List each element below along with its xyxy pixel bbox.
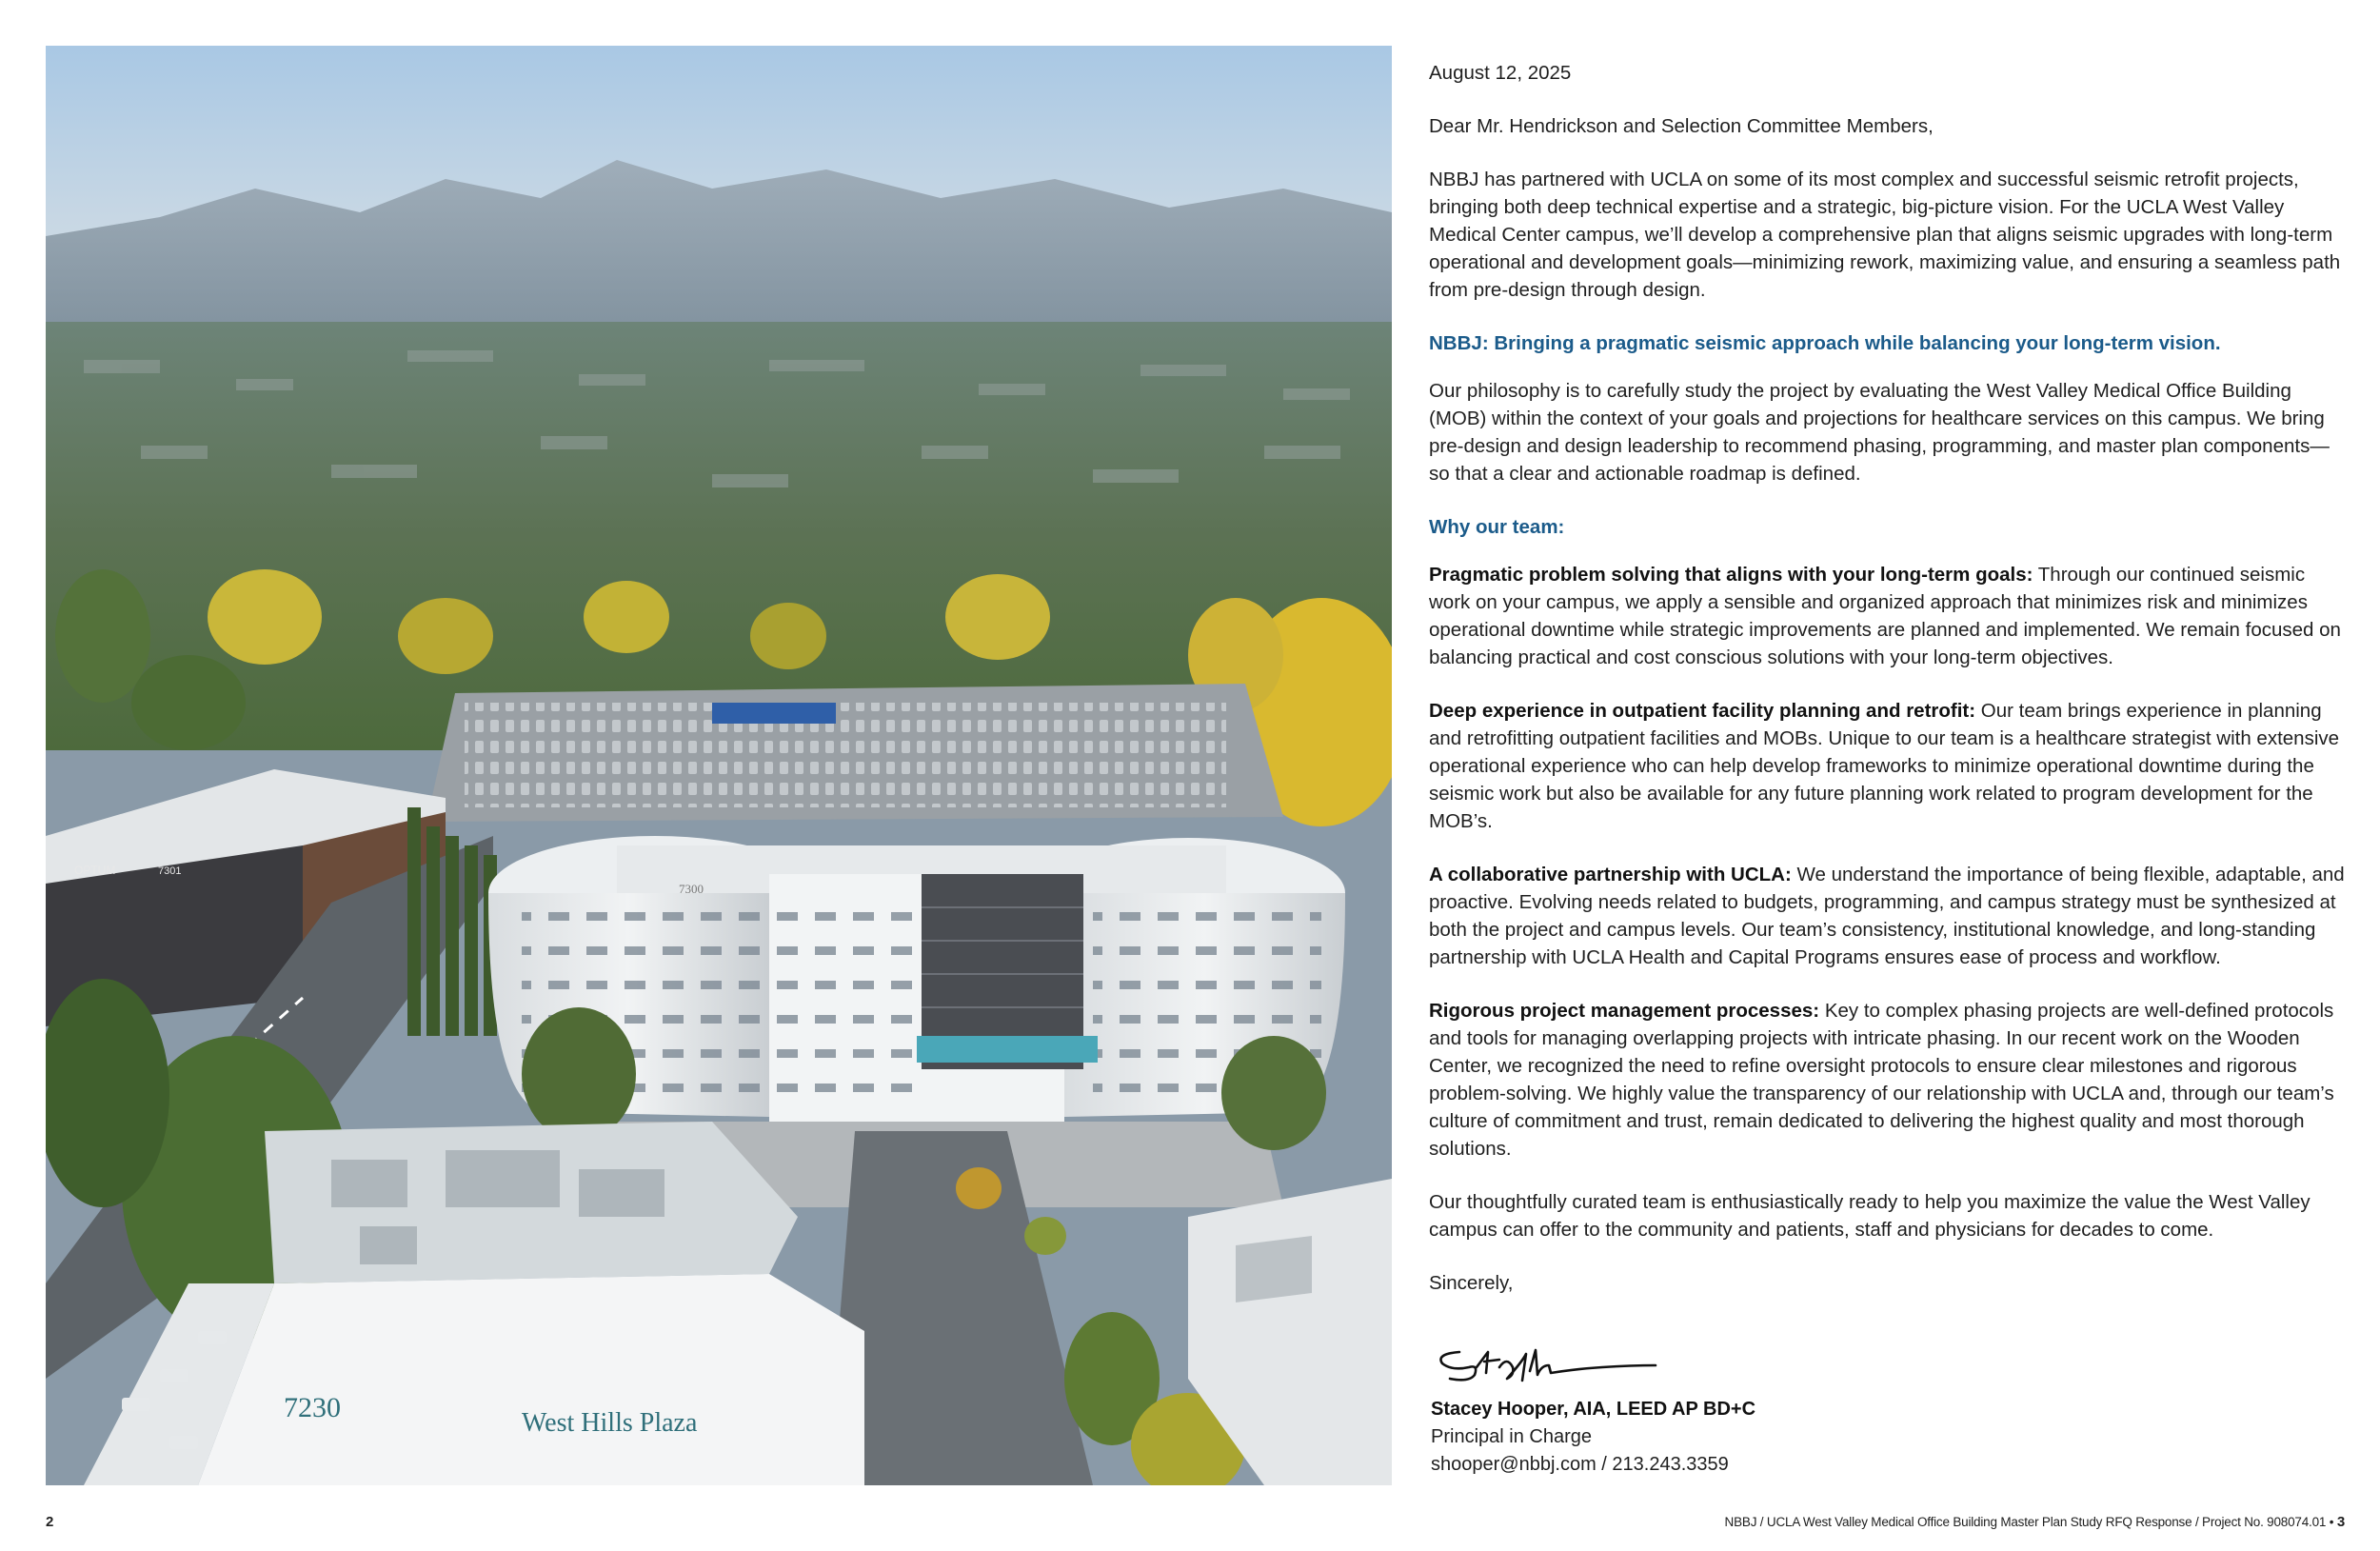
salutation: Dear Mr. Hendrickson and Selection Committee Members, <box>1429 115 1934 137</box>
point-lead: Deep experience in outpatient facility planning and retrofit: <box>1429 700 1976 722</box>
cover-letter <box>1429 59 2345 1322</box>
point-lead: Pragmatic problem solving that aligns with your long-term goals: <box>1429 564 2033 586</box>
headline: NBBJ: Bringing a pragmatic seismic approach while balancing your long-term vision. <box>1429 332 2221 354</box>
point-lead: Rigorous project management processes: <box>1429 1000 1820 1022</box>
left-page-number: 2 <box>46 1514 54 1530</box>
signoff: Sincerely, <box>1429 1272 1514 1294</box>
point-paragraph <box>1429 997 2345 1163</box>
plaza-sign: West Hills Plaza <box>522 1408 698 1438</box>
right-page-number: 3 <box>2336 1514 2345 1530</box>
signer-title: Principal in Charge <box>1431 1426 1592 1447</box>
point-paragraph <box>1429 561 2345 671</box>
tenant-number: 7301 <box>158 865 182 877</box>
intro-paragraph: NBBJ has partnered with UCLA on some of its most complex and successful seismic retrofit projects, bringing both deep technical expertise and a strategic, big-picture vision. For the UCLA West Valley Medical Center campus, we’ll develop a comprehensive plan that aligns seismic upgrades with long-term operational and development goals—minimizing rework, maximizing value, and ensuring a seamless path from pre-design through design. <box>1429 169 2341 301</box>
plaza-address: 7230 <box>284 1392 341 1423</box>
signer-contact: shooper@nbbj.com / 213.243.3359 <box>1431 1454 1729 1475</box>
tower-number: 7300 <box>679 882 704 896</box>
point-text: Our team brings experience in planning and retrofitting outpatient facilities and MOBs. Unique to our team is a healthcare strategist with extensive operational experience who can help develop frameworks to minimize operational downtime during the seismic work but also be available for any future planning work related to program development for the MOB’s. <box>1429 700 2340 832</box>
point-paragraph <box>1429 861 2345 971</box>
tenant-logo: OPTUM <box>74 864 116 877</box>
letter-date: August 12, 2025 <box>1429 62 1572 84</box>
point-text: Key to complex phasing projects are well-defined protocols and tools for managing overlapping projects with intricate phasing. In our recent work on the Wooden Center, we recognized the need to refine oversight protocols to ensure clear milestones and rigorous problem-solving. We highly value the transparency of our relationship with UCLA and, through our team’s culture of commitment and trust, remain dedicated to delivering the highest quality and most thorough solutions. <box>1429 1000 2334 1160</box>
campus-aerial-photo <box>46 46 1392 1485</box>
signer-block <box>1431 1396 2097 1479</box>
point-text: We understand the importance of being flexible, adaptable, and proactive. Evolving needs related to budgets, programming, and campus strategy must be synthesized at both the project and campus levels. Our team’s consistency, institutional knowledge, and long-standing partnership with UCLA Health and Capital Programs ensures ease of process and workflow. <box>1429 864 2345 968</box>
signer-name: Stacey Hooper, AIA, LEED AP BD+C <box>1431 1399 1756 1420</box>
closing-paragraph: Our thoughtfully curated team is enthusiastically ready to help you maximize the value the West Valley campus can offer to the community and patients, staff and physicians for decades to come. <box>1429 1191 2311 1241</box>
footer-text: NBBJ / UCLA West Valley Medical Office Building Master Plan Study RFQ Response / Project No. 908074.01 • <box>1724 1515 2337 1529</box>
point-paragraph <box>1429 697 2345 835</box>
footer-credit <box>1725 1514 2345 1530</box>
signature <box>1429 1333 2000 1390</box>
why-our-team-heading: Why our team: <box>1429 516 1565 538</box>
point-lead: A collaborative partnership with UCLA: <box>1429 864 1792 885</box>
point-text: Through our continued seismic work on your campus, we apply a sensible and organized approach that minimizes risk and minimizes operational downtime while strategic improvements are planned and implemented. We remain focused on balancing practical and cost conscious solutions with your long-term objectives. <box>1429 564 2341 668</box>
philosophy-paragraph: Our philosophy is to carefully study the project by evaluating the West Valley Medical Office Building (MOB) within the context of your goals and projections for healthcare services on this campus. We bring pre-design and design leadership to recommend phasing, programming, and master plan components—so that a clear and actionable roadmap is defined. <box>1429 380 2330 485</box>
